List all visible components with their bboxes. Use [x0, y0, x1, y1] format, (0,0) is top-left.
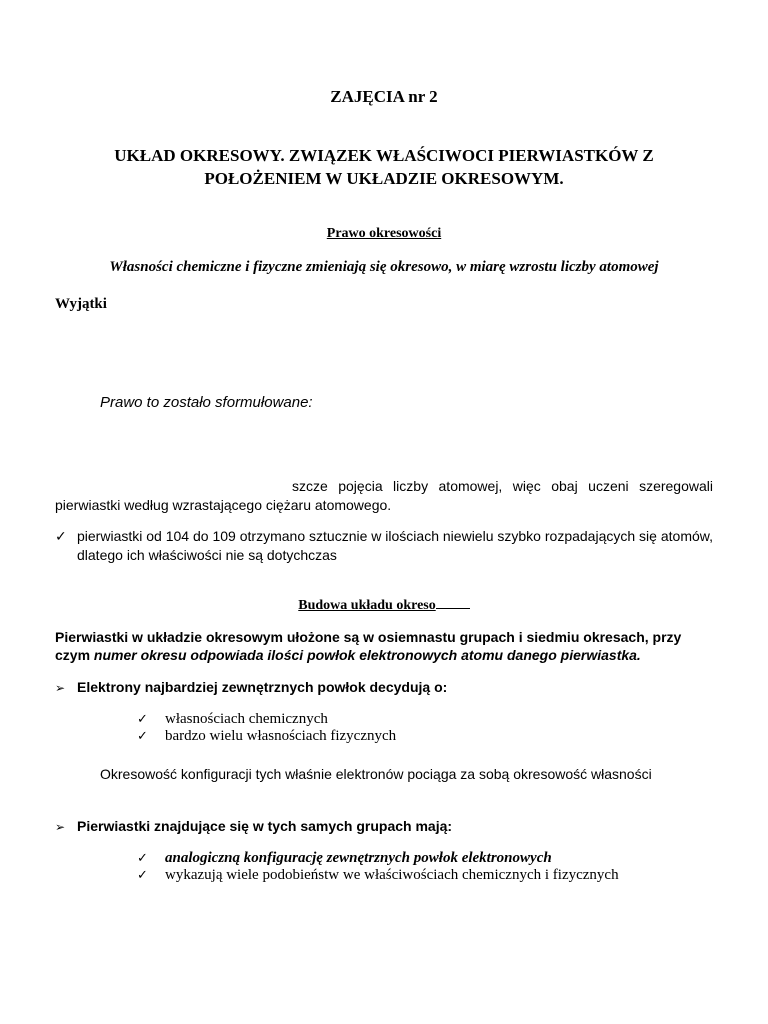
- checkmark-icon: ✓: [137, 712, 148, 727]
- electrons-item-text: Elektrony najbardziej zewnętrznych powłok decydują o:: [77, 679, 448, 695]
- group-similarities-list: [137, 850, 619, 884]
- atomic-number-notion-paragraph: [55, 477, 713, 515]
- groups-item-text: Pierwiastki znajdujące się w tych samych grupach mają:: [77, 818, 453, 834]
- table-arrangement-paragraph: [55, 628, 713, 664]
- arrow-bullet-icon: ➢: [55, 681, 66, 695]
- periodic-law-statement: Własności chemiczne i fizyczne zmieniają się okresowo, w miarę wzrostu liczby atomowej: [109, 259, 659, 275]
- arrow-bullet-icon: ➢: [55, 820, 66, 834]
- structure-section-heading: [55, 596, 713, 614]
- checkmark-icon: ✓: [137, 729, 148, 744]
- blank-underline: [436, 596, 470, 609]
- arrangement-italic-text: numer okresu odpowiada ilości powłok elektronowych atomu danego pierwiastka.: [93, 647, 641, 663]
- document-title: ZAJĘCIA nr 2: [330, 87, 438, 106]
- list-item: ✓ bardzo wielu własnościach fizycznych: [137, 728, 397, 744]
- checkmark-icon: ✓: [55, 528, 67, 544]
- list-item: ✓ analogiczną konfigurację zewnętrznych powłok elektronowych: [137, 850, 552, 866]
- electrons-bullet-item: [55, 679, 447, 695]
- synthetic-elements-item: [55, 527, 713, 565]
- list-item: ✓ wykazują wiele podobieństw we właściwościach chemicznych i fizycznych: [137, 867, 619, 883]
- electron-properties-list: [137, 711, 396, 745]
- synthetic-elements-text: pierwiastki od 104 do 109 otrzymano sztucznie w ilościach niewielu szybko rozpadających się atomów, dlatego ich właściwości nie są dotychczas: [77, 528, 713, 563]
- periodicity-sentence: Okresowość konfiguracji tych właśnie elektronów pociąga za sobą okresowość własności: [100, 766, 652, 782]
- exceptions-label: Wyjątki: [55, 296, 107, 312]
- structure-heading-text: Budowa układu okreso: [298, 598, 436, 613]
- document-heading: UKŁAD OKRESOWY. ZWIĄZEK WŁAŚCIWOCI PIERWIASTKÓW Z POŁOŻENIEM W UKŁADZIE OKRESOWYM.: [114, 146, 654, 188]
- list-item: ✓ własnościach chemicznych: [137, 711, 328, 727]
- law-formulated-by-text: Prawo to zostało sformułowane:: [100, 394, 313, 411]
- arrangement-bold-text: Pierwiastki w układzie okresowym ułożone są w osiemnastu grupach i siedmiu okresach, przy czym: [55, 629, 682, 663]
- checkmark-icon: ✓: [137, 868, 148, 883]
- law-section-heading: Prawo okresowości: [326, 226, 442, 241]
- notion-paragraph-text: szcze pojęcia liczby atomowej, więc obaj uczeni szeregowali pierwiastki według wzrastającego ciężaru atomowego.: [55, 478, 713, 513]
- groups-bullet-item: [55, 818, 452, 834]
- checkmark-icon: ✓: [137, 851, 148, 866]
